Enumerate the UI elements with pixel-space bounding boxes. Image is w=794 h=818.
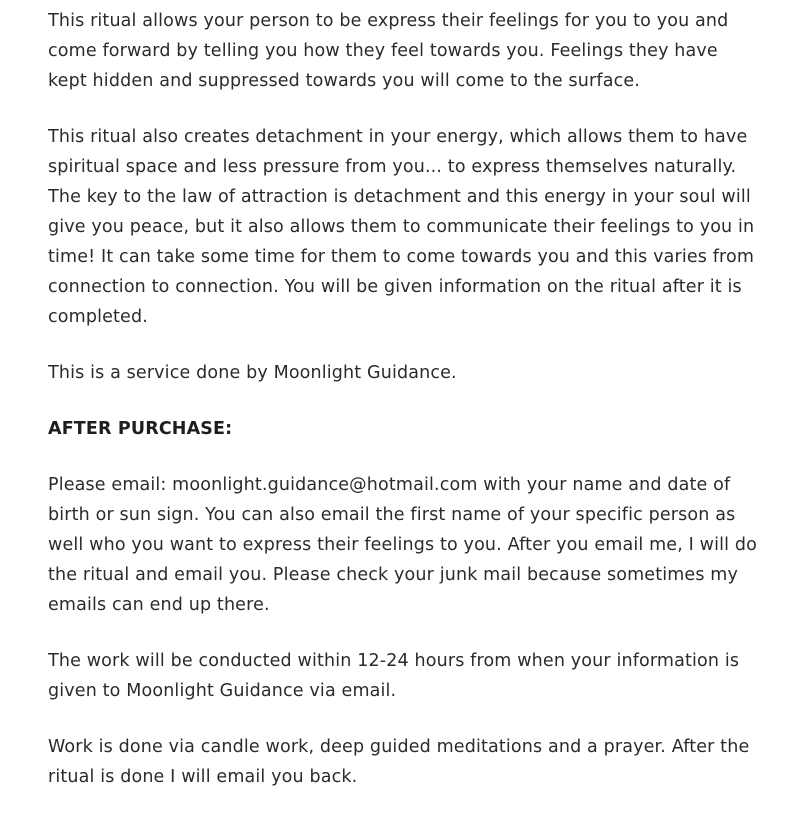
after-purchase-paragraph-timing: The work will be conducted within 12-24 hours from when your information is given to Moonlight Guidance via email. [48,651,740,701]
description-paragraph-detachment: This ritual also creates detachment in your energy, which allows them to have spiritual space and less pressure from you... to express themselves naturally. The key to the law of attraction is detachment and this energy in your soul will give you peace, but it also allows them to communicate their feelings to you in time! It can take some time for them to come towards you and this varies from connection to connection. You will be given information on the ritual after it is completed. [48,127,755,327]
description-paragraph-intro: This ritual allows your person to be express their feelings for you to you and come forward by telling you how they feel towards you. Feelings they have kept hidden and suppressed towards you will come to the surface. [48,11,729,91]
description-paragraph-service: This is a service done by Moonlight Guidance. [48,363,457,383]
product-description [48,6,758,818]
after-purchase-paragraph-method: Work is done via candle work, deep guided meditations and a prayer. After the ritual is done I will email you back. [48,737,750,787]
after-purchase-paragraph-email: Please email: moonlight.guidance@hotmail.com with your name and date of birth or sun sign. You can also email the first name of your specific person as well who you want to express their feelings to you. After you email me, I will do the ritual and email you. Please check your junk mail because sometimes my emails can end up there. [48,475,758,615]
after-purchase-heading: AFTER PURCHASE: [48,419,233,439]
